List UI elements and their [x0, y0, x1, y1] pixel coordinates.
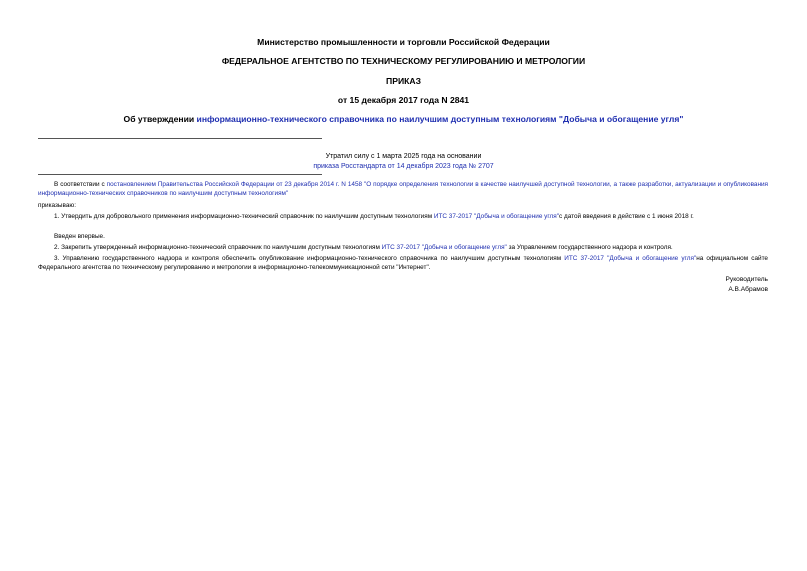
item-2-prefix: 2. Закрепить утвержденный информационно-технический справочник по наилучшим доступным технологиям	[54, 244, 382, 251]
intro-link[interactable]: постановлением Правительства Российской Федерации от 23 декабря 2014 г. N 1458 "О порядке определения технологии в качестве наилучшей доступной технологии, а также разработки, актуализации и опубликования информационно-технических справочников по наилучшим доступным технологиям"	[38, 181, 769, 198]
status-note-line: Утратил силу с 1 марта 2025 года на основании	[325, 153, 482, 160]
item-3-link[interactable]: ИТС 37-2017 "Добыча и обогащение угля"	[564, 255, 697, 262]
item-3-suffix: на официальном сайте Федерального агентства по техническому регулированию и метрологии в информационно-телекоммуникационной сети "Интернет".	[38, 255, 768, 272]
date-number-heading: от 15 декабря 2017 года N 2841	[337, 95, 470, 105]
item-1-paragraph	[38, 212, 768, 221]
item-1-prefix: 1. Утвердить для добровольного применения информационно-технический справочник по наилучшим доступным технологиям	[54, 213, 434, 220]
title-link[interactable]: информационно-технического справочника по наилучшим доступным технологиям "Добыча и обогащение угля"	[196, 114, 684, 124]
bottom-divider	[38, 174, 322, 175]
orders-line: приказываю:	[38, 202, 76, 209]
doc-type-heading: ПРИКАЗ	[386, 76, 421, 86]
ministry-heading: Министерство промышленности и торговли Российской Федерации	[257, 37, 550, 47]
item-3-paragraph	[38, 254, 768, 273]
title-prefix: Об утверждении	[123, 114, 197, 124]
item-2-suffix: за Управлением государственного надзора и контроля.	[506, 244, 673, 251]
item-1-link[interactable]: ИТС 37-2017 "Добыча и обогащение угля"	[433, 213, 559, 220]
signature-name: А.В.Абрамов	[728, 286, 768, 293]
item-2-link[interactable]: ИТС 37-2017 "Добыча и обогащение угля"	[381, 244, 507, 251]
item-2-paragraph	[38, 243, 768, 252]
signature-role: Руководитель	[725, 276, 768, 283]
agency-heading: ФЕДЕРАЛЬНОЕ АГЕНТСТВО ПО ТЕХНИЧЕСКОМУ РЕГУЛИРОВАНИЮ И МЕТРОЛОГИИ	[221, 56, 586, 66]
item-1-note: Введен впервые.	[54, 233, 105, 240]
item-1-suffix: с датой введения в действие с 1 июня 2018 г.	[559, 213, 694, 220]
status-note-link[interactable]: приказа Росстандарта от 14 декабря 2023 года № 2707	[313, 163, 494, 170]
item-3-prefix: 3. Управлению государственного надзора и контроля обеспечить опубликование информационно-технического справочника по наилучшим доступным технологиям	[54, 255, 565, 262]
top-divider	[38, 138, 322, 139]
intro-paragraph	[38, 180, 768, 199]
intro-prefix: В соответствии с	[54, 181, 107, 188]
document-title	[0, 114, 807, 125]
